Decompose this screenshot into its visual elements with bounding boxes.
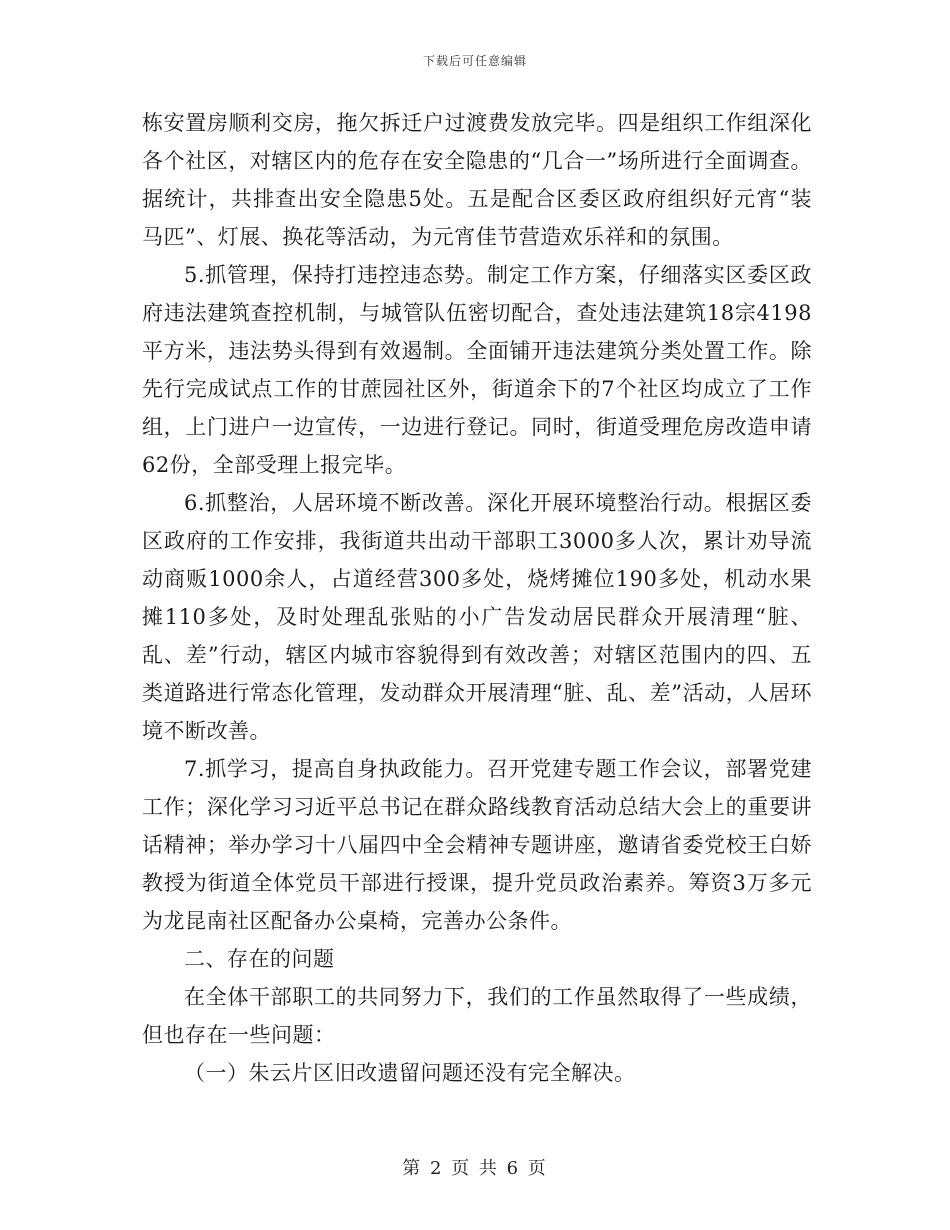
page-footer: 第 2 页 共 6 页 [402, 1158, 548, 1179]
paragraph-continued: 栋安置房顺利交房，拖欠拆迁户过渡费发放完毕。四是组织工作组深化各个社区，对辖区内的危存在安全隐患的“几合一”场所进行全面调查。据统计，共排查出安全隐患5处。五是配合区委区政府组织好元宵“装马匹”、灯展、换花等活动，为元宵佳节营造欢乐祥和的氛围。 [142, 111, 812, 249]
paragraph-item-7: 7.抓学习，提高自身执政能力。召开党建专题工作会议，部署党建工作；深化学习习近平总书记在群众路线教育活动总结大会上的重要讲话精神；举办学习十八届四中全会精神专题讲座，邀请省委党校王白娇教授为街道全体党员干部进行授课，提升党员政治素养。筹资3万多元为龙昆南社区配备办公桌椅，完善办公条件。 [142, 757, 812, 933]
paragraph-item-5: 5.抓管理，保持打违控违态势。制定工作方案，仔细落实区委区政府违法建筑查控机制，与城管队伍密切配合，查处违法建筑18宗4198平方米，违法势头得到有效遏制。全面铺开违法建筑分类处置工作。除先行完成试点工作的甘蔗园社区外，街道余下的7个社区均成立了工作组，上门进户一边宣传，一边进行登记。同时，街道受理危房改造申请62份，全部受理上报完毕。 [142, 263, 812, 477]
page-header: 下载后可任意编辑 [422, 54, 527, 68]
section-heading-problems: 二、存在的问题 [184, 947, 335, 971]
document-body [142, 104, 812, 1092]
paragraph-item-6: 6.抓整治，人居环境不断改善。深化开展环境整治行动。根据区委区政府的工作安排，我街道共出动干部职工3000多人次，累计劝导流动商贩1000余人，占道经营300多处，烧烤摊位190多处，机动水果摊110多处，及时处理乱张贴的小广告发动居民群众开展清理“脏、乱、差”行动，辖区内城市容貌得到有效改善；对辖区范围内的四、五类道路进行常态化管理，发动群众开展清理“脏、乱、差”活动，人居环境不断改善。 [142, 491, 812, 743]
paragraph-problem-1: （一）朱云片区旧改遗留问题还没有完全解决。 [184, 1061, 636, 1085]
paragraph-problems-intro: 在全体干部职工的共同努力下，我们的工作虽然取得了一些成绩，但也存在一些问题： [142, 985, 812, 1047]
